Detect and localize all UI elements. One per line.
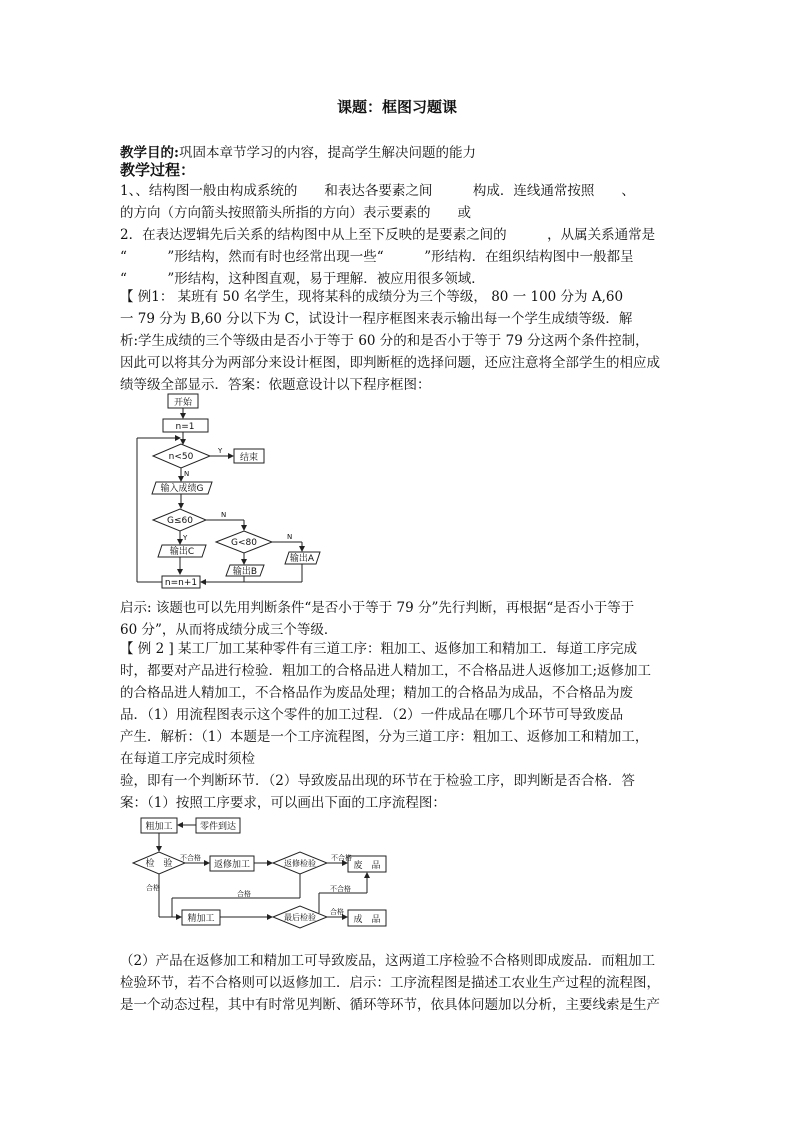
item1-line: 1、、结构图一般由构成系统的 和表达各要素之间 构成．连线通常按照 、 — [120, 183, 635, 199]
final-inspect-label: 最后检验 — [284, 913, 316, 922]
fail-label: 不合格 — [180, 854, 201, 862]
example2-line: 品．（1）用流程图表示这个零件的加工过程．（2）一件成品在哪几个环节可导致废品 — [120, 707, 624, 723]
output-a-label: 输出A — [289, 554, 315, 564]
example2-line: 的合格品进人精加工，不合格品作为废品处理；精加工的合格品为成品，不合格品为废 — [120, 685, 633, 701]
no-label: N — [221, 511, 227, 519]
hint1-line: 启示: 该题也可以先用判断条件“是否小于等于 79 分”先行判断，再根据“是否小于等于 — [120, 600, 635, 616]
example1-line: 【 例1： 某班有 50 名学生，现将某科的成绩分为三个等级， 80 一 100 分为 A,60 — [120, 289, 624, 305]
example1-line: 析:学生成绩的三个等级由是否小于等于 60 分的和是否小于等于 79 分这两个条件控制， — [120, 333, 649, 349]
input-label: 输入成绩G — [160, 484, 204, 494]
no-label: N — [184, 470, 190, 478]
answer2-line: （2）产品在返修加工和精加工可导致废品，这两道工序检验不合格则即成废品．而粗加工 — [120, 953, 656, 969]
process-label: 教学过程： — [120, 161, 196, 179]
product-label: 成 品 — [353, 915, 381, 925]
decision-g60-label: G≤60 — [167, 516, 193, 526]
output-c-label: 输出C — [169, 547, 195, 557]
example1-line: 因此可以将其分为两部分来设计框图，即判断框的选择问题，还应注意将全部学生的相应成 — [120, 355, 660, 371]
repair-inspect-label: 返修检验 — [284, 859, 316, 868]
answer2-paragraph — [120, 950, 680, 1016]
waste-label: 废 品 — [353, 861, 381, 871]
page-title: 课题：框图习题课 — [336, 98, 457, 116]
objective-text: 巩固本章节学习的内容，提高学生解决问题的能力 — [178, 145, 476, 161]
fail-label: 不合格 — [330, 885, 351, 893]
example2-line: 案：（1）按照工序要求，可以画出下面的工序流程图： — [120, 795, 446, 811]
answer2-line: 是一个动态过程，其中有时常见判断、循环等环节，依具体问题加以分析，主要线索是生产 — [120, 997, 660, 1013]
fine-label: 精加工 — [187, 914, 215, 924]
init-label: n=1 — [175, 422, 195, 432]
item1-line: 的方向（方向箭头按照箭头所指的方向）表示要素的 或 — [120, 205, 471, 221]
yes-label: Y — [218, 447, 223, 455]
example2-line: 在每道工序完成时须检 — [120, 751, 255, 767]
rough-label: 粗加工 — [145, 822, 173, 832]
pass-label: 合格 — [237, 890, 251, 898]
example2-line: 时，都要对产品进行检验．粗加工的合格品进人精加工，不合格品进人返修加工;返修加工 — [120, 663, 652, 679]
item2-line: 2．在表达逻辑先后关系的结构图中从上至下反映的是要素之间的 ，从属关系通常是 — [120, 227, 656, 243]
decision-g80-label: G<80 — [231, 538, 257, 548]
example2-line: 产生．解析：（1）本题是一个工序流程图，分为三道工序：粗加工、返修加工和精加工， — [120, 729, 649, 745]
item2-line: “ ”形结构，然而有时也经常出现一些“ ”形结构．在组织结构图中一般都呈 — [120, 249, 634, 265]
arrive-label: 零件到达 — [199, 822, 237, 832]
objective-label: 教学目的: — [120, 145, 179, 161]
example2-line: 【 例 2 ] 某工厂加工某种零件有三道工序：粗加工、返修加工和精加工．每道工序完成 — [120, 641, 638, 657]
end-label: 结束 — [239, 453, 259, 463]
no-label: N — [287, 533, 293, 541]
example1-line: 一 79 分为 B,60 分以下为 C，试设计一程序框图来表示输出每一个学生成绩等级．解 — [120, 311, 633, 327]
inspect-label: 检 验 — [145, 859, 173, 869]
repair-label: 返修加工 — [213, 860, 251, 870]
increment-label: n=n+1 — [164, 578, 198, 588]
output-b-label: 输出B — [232, 567, 258, 577]
pass-label: 合格 — [146, 884, 160, 892]
example2-line: 验，即有一个判断环节．（2）导致废品出现的环节在于检验工序，即判断是否合格．答 — [120, 773, 635, 789]
start-label: 开始 — [173, 398, 193, 408]
decision-n-label: n<50 — [168, 452, 194, 462]
answer2-line: 检验环节，若不合格则可以返修加工．启示：工序流程图是描述工农业生产过程的流程图， — [120, 975, 660, 991]
pass-label: 合格 — [330, 908, 344, 916]
example1-line: 绩等级全部显示．答案：依题意设计以下程序框图： — [120, 377, 431, 393]
fail-label: 不合格 — [331, 854, 352, 862]
yes-label: Y — [183, 534, 188, 542]
item2-line: “ ”形结构，这种图直观，易于理解．被应用很多领域． — [120, 271, 485, 287]
hint1-line: 60 分”，从而将成绩分成三个等级． — [120, 622, 338, 638]
